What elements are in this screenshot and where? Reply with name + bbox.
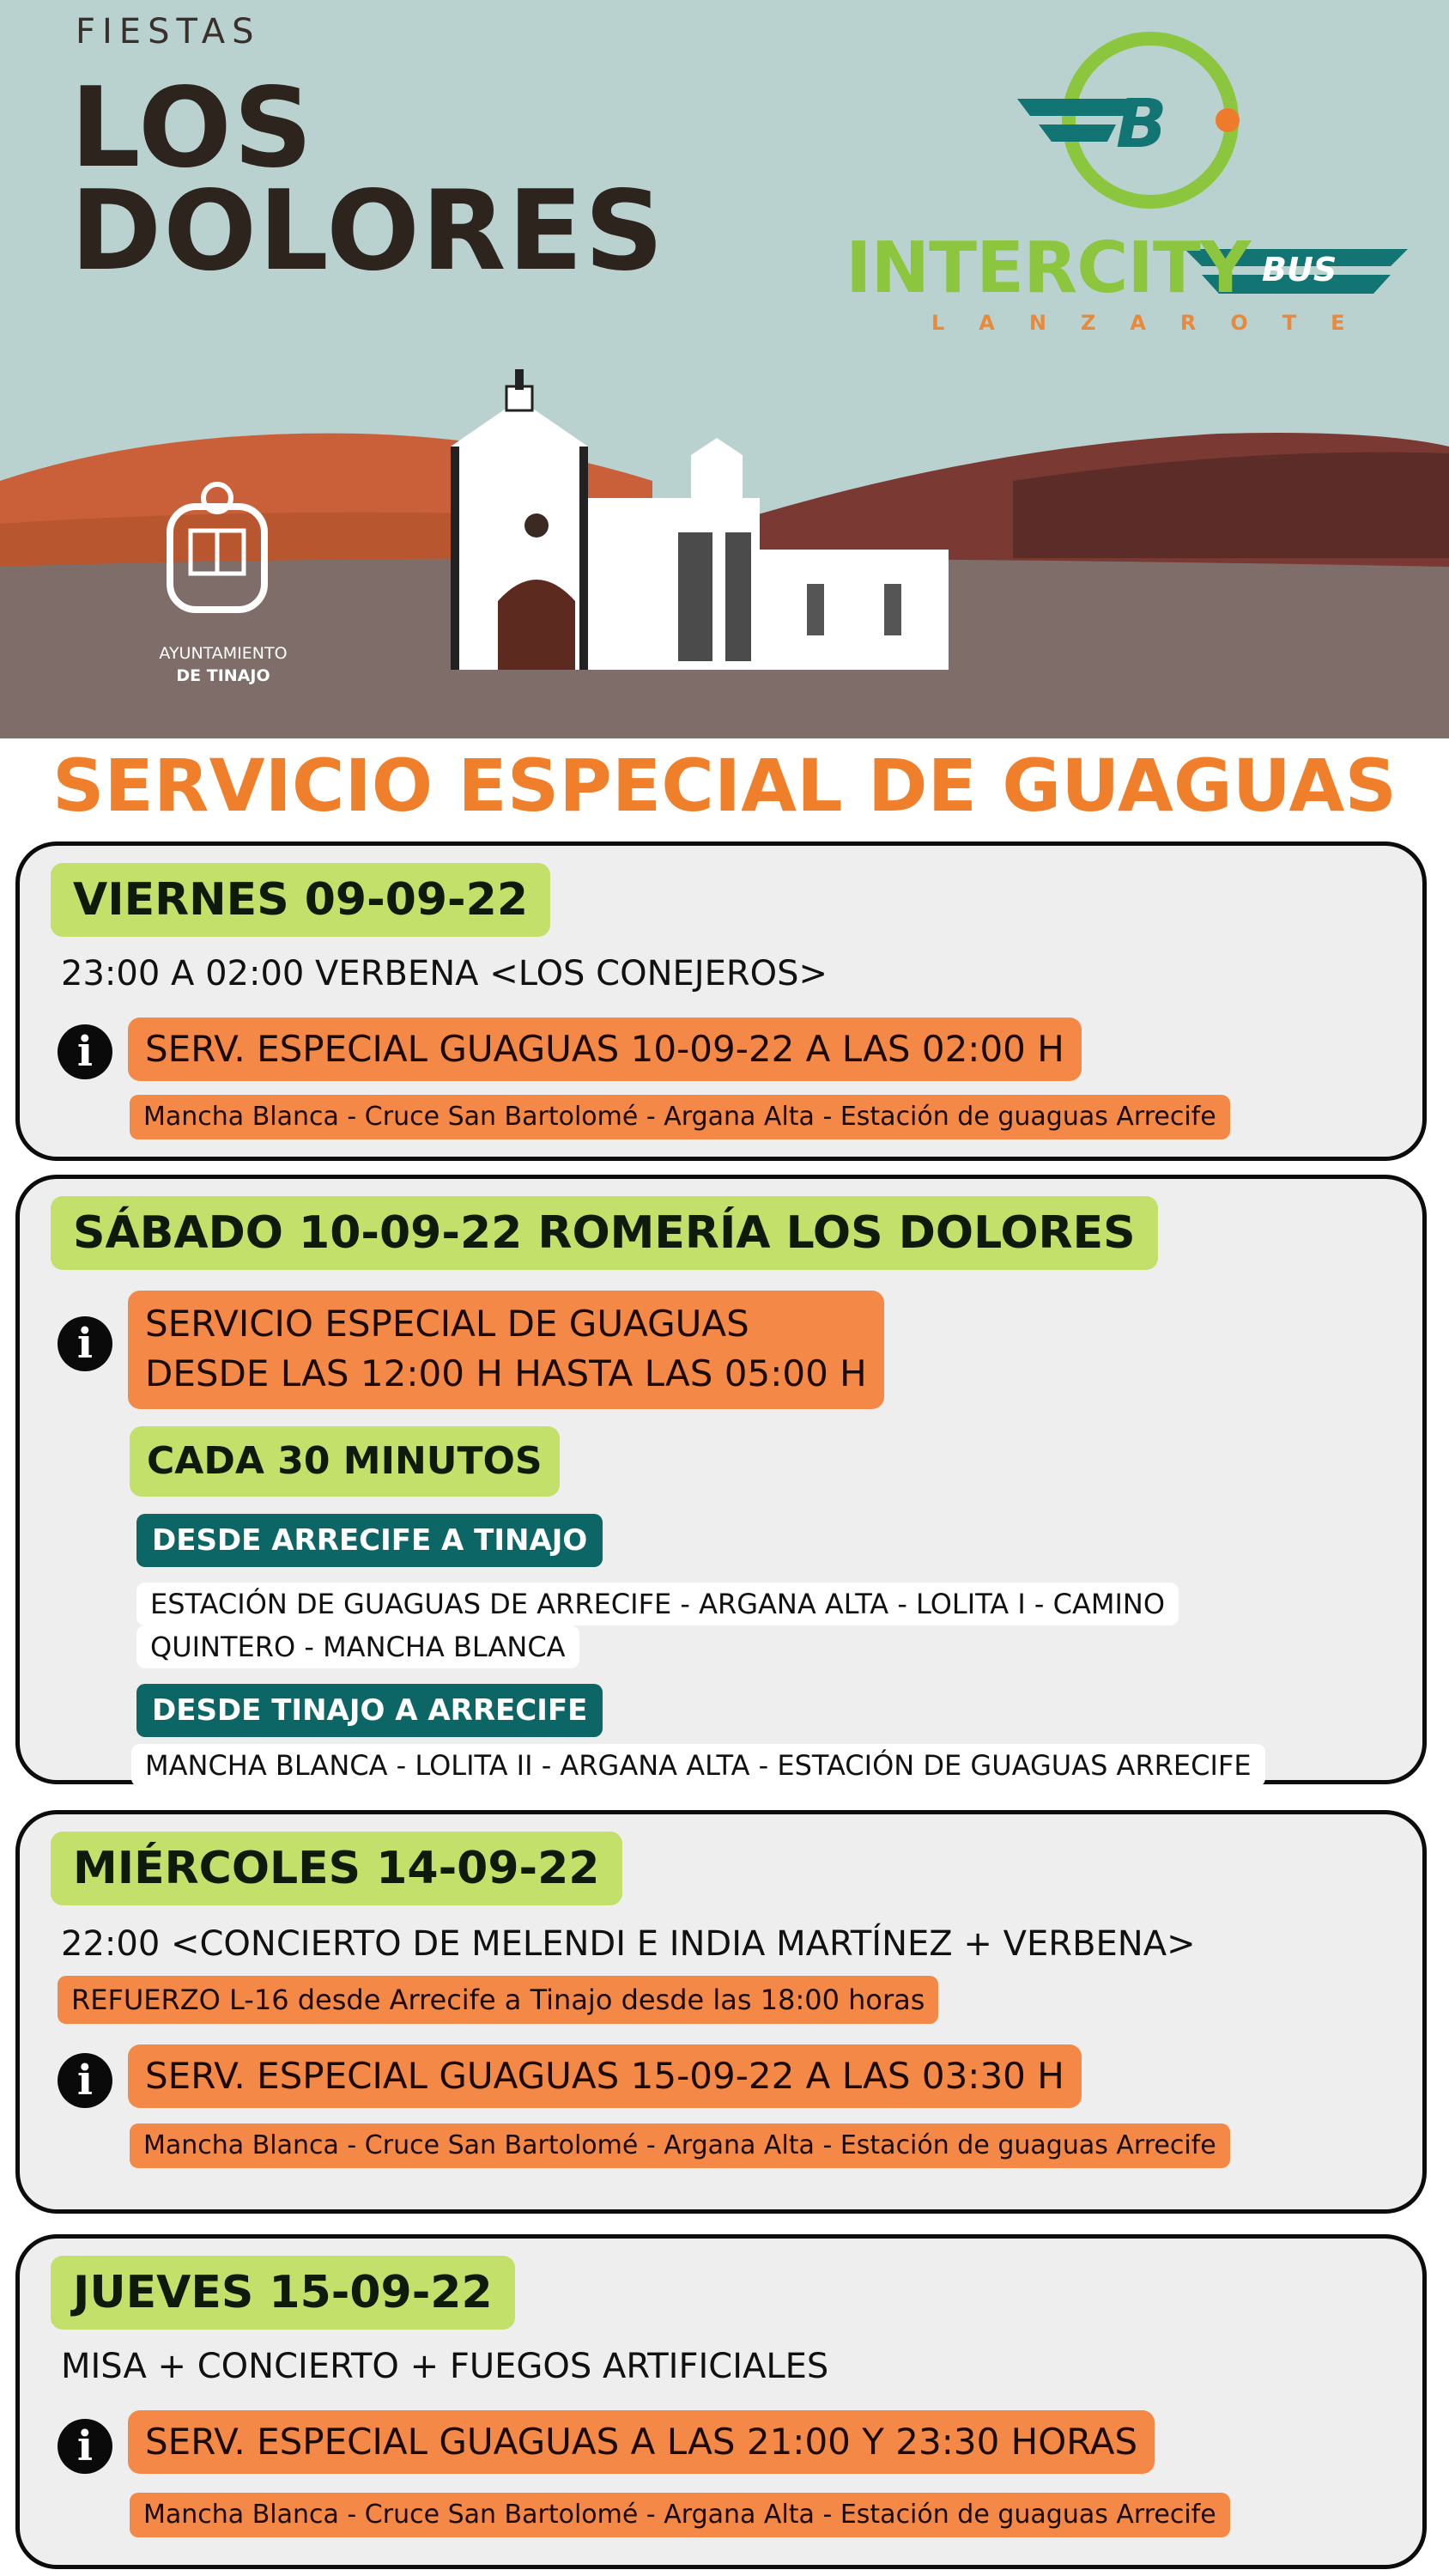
route-text: Mancha Blanca - Cruce San Bartolomé - Argana Alta - Estación de guaguas Arrecife (130, 2123, 1230, 2168)
info-icon: i (58, 1316, 112, 1371)
info-icon: i (58, 2053, 112, 2108)
ayuntamiento-line2: DE TINAJO (176, 666, 270, 685)
day-card-viernes (15, 841, 1427, 1161)
title-line-los: LOS (70, 64, 314, 192)
operator-bus: BUS (1262, 251, 1337, 289)
event-text: MISA + CONCIERTO + FUEGOS ARTIFICIALES (61, 2347, 829, 2386)
direction-label-arrecife-tinajo: DESDE ARRECIFE A TINAJO (136, 1514, 603, 1567)
day-card-miercoles (15, 1810, 1427, 2214)
title-line-dolores: DOLORES (70, 167, 666, 295)
ayuntamiento-label (137, 642, 309, 687)
event-text: 22:00 <CONCIERTO DE MELENDI E INDIA MARTÍNEZ + VERBENA> (61, 1924, 1196, 1964)
route-text: Mancha Blanca - Cruce San Bartolomé - Argana Alta - Estación de guaguas Arrecife (130, 1095, 1230, 1139)
day-card-sabado (15, 1175, 1427, 1784)
service-line2: DESDE LAS 12:00 H HASTA LAS 05:00 H (145, 1352, 867, 1394)
day-heading: MIÉRCOLES 14-09-22 (51, 1832, 622, 1905)
route-text-line2: QUINTERO - MANCHA BLANCA (136, 1625, 579, 1668)
event-text: 23:00 A 02:00 VERBENA <LOS CONEJEROS> (61, 954, 828, 993)
service-banner: SERV. ESPECIAL GUAGUAS 10-09-22 A LAS 02:00 H (128, 1018, 1082, 1081)
reinforcement-banner: REFUERZO L-16 desde Arrecife a Tinajo desde las 18:00 horas (58, 1976, 938, 2024)
service-banner (128, 1291, 884, 1409)
info-icon: i (58, 1024, 112, 1079)
day-heading: SÁBADO 10-09-22 ROMERÍA LOS DOLORES (51, 1196, 1158, 1270)
direction-label-tinajo-arrecife: DESDE TINAJO A ARRECIFE (136, 1684, 603, 1737)
fiestas-label: FIESTAS (76, 12, 261, 52)
day-heading: VIERNES 09-09-22 (51, 863, 550, 937)
hero-banner (0, 0, 1449, 738)
route-text-line1: ESTACIÓN DE GUAGUAS DE ARRECIFE - ARGANA ALTA - LOLITA I - CAMINO (136, 1583, 1179, 1625)
frequency-badge: CADA 30 MINUTOS (130, 1426, 560, 1497)
service-line1: SERVICIO ESPECIAL DE GUAGUAS (145, 1303, 749, 1345)
logo-letter: B (1116, 86, 1167, 163)
route-text: MANCHA BLANCA - LOLITA II - ARGANA ALTA - ESTACIÓN DE GUAGUAS ARRECIFE (131, 1744, 1265, 1787)
operator-region: LANZAROTE (931, 311, 1379, 335)
operator-name: INTERCITY (846, 228, 1251, 309)
day-card-jueves (15, 2234, 1427, 2569)
main-title: SERVICIO ESPECIAL DE GUAGUAS (52, 744, 1397, 828)
service-banner: SERV. ESPECIAL GUAGUAS A LAS 21:00 Y 23:30 HORAS (128, 2410, 1155, 2474)
ayuntamiento-line1: AYUNTAMIENTO (159, 644, 288, 663)
day-heading: JUEVES 15-09-22 (51, 2256, 515, 2330)
service-banner: SERV. ESPECIAL GUAGUAS 15-09-22 A LAS 03:30 H (128, 2044, 1082, 2108)
route-text: Mancha Blanca - Cruce San Bartolomé - Argana Alta - Estación de guaguas Arrecife (130, 2493, 1230, 2537)
info-icon: i (58, 2419, 112, 2474)
